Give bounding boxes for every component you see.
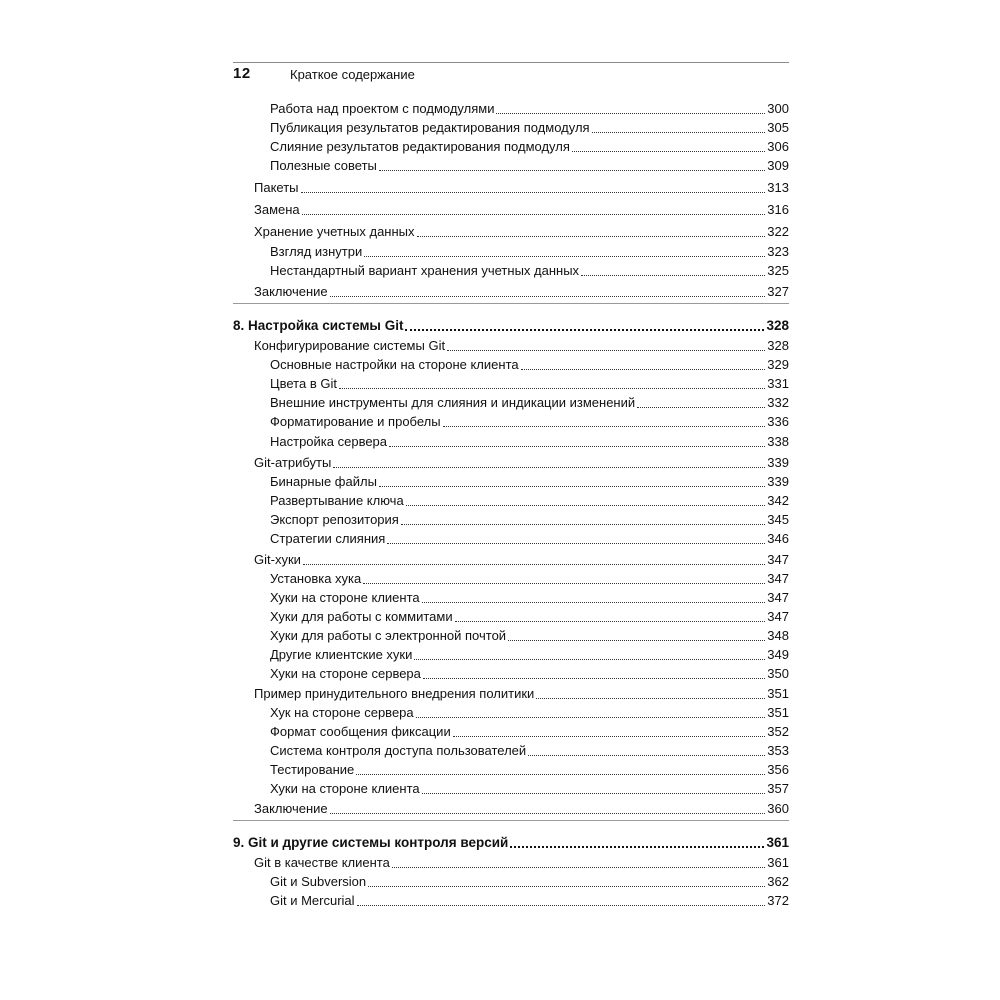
toc-entry-page: 357 (767, 781, 789, 796)
toc-entry-page: 362 (767, 874, 789, 889)
toc-entry-page: 351 (767, 686, 789, 701)
toc-subsection (270, 391, 789, 411)
toc-subsection (270, 116, 789, 136)
toc-entry-page: 361 (766, 835, 789, 850)
toc-entry-title: Цвета в Git (270, 376, 337, 391)
toc-subsection (270, 135, 789, 155)
toc-subsection (270, 567, 789, 587)
toc-entry-page: 338 (767, 434, 789, 449)
toc-entry-title: Git-атрибуты (254, 455, 332, 470)
toc-subsection (270, 605, 789, 625)
dot-leader (387, 543, 765, 544)
dot-leader (536, 698, 765, 699)
dot-leader (389, 446, 765, 447)
toc-entry-title: Хук на стороне сервера (270, 705, 414, 720)
toc-entry-title: Хранение учетных данных (254, 224, 415, 239)
toc-subsection (270, 643, 789, 663)
toc-entry-title: Внешние инструменты для слияния и индикации изменений (270, 395, 636, 410)
toc-entry-page: 316 (767, 202, 789, 217)
toc-entry-page: 331 (767, 376, 789, 391)
toc-subsection (270, 739, 789, 759)
toc-entry-title: Пакеты (254, 180, 299, 195)
toc-entry-title: Другие клиентские хуки (270, 647, 413, 662)
toc-entry-title: Хуки на стороне сервера (270, 666, 421, 681)
toc-subsection (270, 240, 789, 260)
dot-leader (443, 426, 766, 427)
toc-subsection (270, 720, 789, 740)
toc-entry-page: 342 (767, 493, 789, 508)
toc-entry-page: 300 (767, 101, 789, 116)
dot-leader (330, 296, 766, 297)
toc-entry-title: Формат сообщения фиксации (270, 724, 451, 739)
dot-leader (422, 793, 766, 794)
toc-subsection (270, 259, 789, 279)
toc-entry-title: Система контроля доступа пользователей (270, 743, 527, 758)
toc-entry-page: 309 (767, 158, 789, 173)
toc-entry-title: Заключение (254, 801, 328, 816)
toc-subsection (270, 586, 789, 606)
toc-entry-page: 347 (767, 590, 789, 605)
dot-leader (508, 640, 765, 641)
toc-entry-page: 313 (767, 180, 789, 195)
toc-entry-title: Тестирование (270, 762, 355, 777)
dot-leader (422, 602, 766, 603)
toc-entry-page: 325 (767, 263, 789, 278)
toc-entry-title: Публикация результатов редактирования подмодуля (270, 120, 590, 135)
dot-leader (357, 905, 766, 906)
toc-entry-title: Стратегии слияния (270, 531, 386, 546)
dot-leader (401, 524, 765, 525)
toc-entry-title: 9. Git и другие системы контроля версий (233, 835, 509, 850)
toc-entry-title: Настройка сервера (270, 434, 388, 449)
toc-entry-page: 347 (767, 571, 789, 586)
dot-leader (364, 256, 765, 257)
toc-entry-title: Полезные советы (270, 158, 377, 173)
toc-entry-page: 351 (767, 705, 789, 720)
toc-entry-page: 328 (766, 318, 789, 333)
toc-entry-page: 347 (767, 552, 789, 567)
toc-subsection (270, 624, 789, 644)
dot-leader (592, 132, 766, 133)
running-title: Краткое содержание (290, 67, 415, 82)
toc-entry-page: 345 (767, 512, 789, 527)
dot-leader (301, 192, 766, 193)
toc-entry-page: 336 (767, 414, 789, 429)
toc-entry-page: 360 (767, 801, 789, 816)
dot-leader (333, 467, 765, 468)
toc-entry-page: 352 (767, 724, 789, 739)
toc-subsection (270, 527, 789, 547)
toc-entry-page: 372 (767, 893, 789, 908)
toc-entry-page: 361 (767, 855, 789, 870)
dot-leader (521, 369, 766, 370)
dot-leader (528, 755, 765, 756)
toc-entry-title: Хуки на стороне клиента (270, 590, 420, 605)
page-number: 12 (233, 65, 251, 82)
dot-leader (379, 486, 765, 487)
dot-leader (406, 505, 766, 506)
dot-leader (405, 329, 764, 331)
chapter-divider (233, 303, 789, 304)
toc-entry-title: 8. Настройка системы Git (233, 318, 404, 333)
toc-chapter (233, 314, 789, 334)
dot-leader (392, 867, 765, 868)
toc-entry-page: 305 (767, 120, 789, 135)
toc-entry-page: 339 (767, 455, 789, 470)
toc-entry-page: 356 (767, 762, 789, 777)
toc-section (254, 220, 789, 240)
dot-leader (379, 170, 765, 171)
toc-entry-title: Бинарные файлы (270, 474, 377, 489)
toc-entry-title: Заключение (254, 284, 328, 299)
toc-section (254, 451, 789, 471)
toc-entry-title: Основные настройки на стороне клиента (270, 357, 519, 372)
dot-leader (330, 813, 766, 814)
toc-entry-title: Взгляд изнутри (270, 244, 363, 259)
toc-entry-title: Хуки для работы с коммитами (270, 609, 453, 624)
toc-entry-page: 327 (767, 284, 789, 299)
toc-entry-page: 306 (767, 139, 789, 154)
dot-leader (363, 583, 765, 584)
toc-entry-page: 346 (767, 531, 789, 546)
dot-leader (453, 736, 766, 737)
toc-entry-title: Git-хуки (254, 552, 301, 567)
toc-entry-title: Слияние результатов редактирования подмодуля (270, 139, 570, 154)
toc-entry-title: Пример принудительного внедрения политики (254, 686, 535, 701)
toc-chapter (233, 831, 789, 851)
dot-leader (572, 151, 765, 152)
toc-entry-page: 323 (767, 244, 789, 259)
toc-subsection (270, 372, 789, 392)
toc-subsection (270, 508, 789, 528)
dot-leader (416, 717, 766, 718)
toc-section (254, 682, 789, 702)
toc-subsection (270, 154, 789, 174)
toc-section (254, 334, 789, 354)
toc-entry-page: 322 (767, 224, 789, 239)
toc-subsection (270, 410, 789, 430)
toc-section (254, 548, 789, 568)
toc-entry-title: Хуки для работы с электронной почтой (270, 628, 507, 643)
dot-leader (581, 275, 765, 276)
toc-entry-title: Git и Mercurial (270, 893, 355, 908)
toc-entry-page: 353 (767, 743, 789, 758)
toc-entry-page: 329 (767, 357, 789, 372)
toc-entry-page: 349 (767, 647, 789, 662)
toc-entry-page: 348 (767, 628, 789, 643)
toc-entry-title: Установка хука (270, 571, 362, 586)
toc-section (254, 176, 789, 196)
toc-entry-title: Работа над проектом с подмодулями (270, 101, 495, 116)
dot-leader (510, 846, 764, 848)
toc-section (254, 797, 789, 817)
dot-leader (368, 886, 765, 887)
toc-entry-page: 328 (767, 338, 789, 353)
dot-leader (414, 659, 765, 660)
toc-subsection (270, 97, 789, 117)
toc-entry-page: 332 (767, 395, 789, 410)
dot-leader (302, 214, 766, 215)
toc-subsection (270, 489, 789, 509)
toc-subsection (270, 870, 789, 890)
dot-leader (417, 236, 766, 237)
toc-entry-title: Конфигурирование системы Git (254, 338, 446, 353)
dot-leader (447, 350, 765, 351)
toc-section (254, 851, 789, 871)
toc-subsection (270, 889, 789, 909)
dot-leader (356, 774, 765, 775)
dot-leader (455, 621, 766, 622)
toc-subsection (270, 430, 789, 450)
dot-leader (339, 388, 765, 389)
chapter-divider (233, 820, 789, 821)
toc-entry-title: Форматирование и пробелы (270, 414, 441, 429)
toc-subsection (270, 353, 789, 373)
toc-section (254, 198, 789, 218)
toc-entry-title: Развертывание ключа (270, 493, 404, 508)
toc-entry-page: 339 (767, 474, 789, 489)
toc-entry-page: 347 (767, 609, 789, 624)
toc-subsection (270, 777, 789, 797)
toc-entry-title: Экспорт репозитория (270, 512, 399, 527)
dot-leader (423, 678, 765, 679)
toc-entry-title: Git в качестве клиента (254, 855, 390, 870)
toc-entry-title: Git и Subversion (270, 874, 367, 889)
dot-leader (496, 113, 765, 114)
toc-section (254, 280, 789, 300)
toc-entry-title: Нестандартный вариант хранения учетных данных (270, 263, 580, 278)
dot-leader (637, 407, 765, 408)
toc-entry-page: 350 (767, 666, 789, 681)
toc-subsection (270, 701, 789, 721)
toc-subsection (270, 758, 789, 778)
toc-entry-title: Замена (254, 202, 300, 217)
toc-subsection (270, 662, 789, 682)
toc-subsection (270, 470, 789, 490)
toc-entry-title: Хуки на стороне клиента (270, 781, 420, 796)
dot-leader (303, 564, 765, 565)
